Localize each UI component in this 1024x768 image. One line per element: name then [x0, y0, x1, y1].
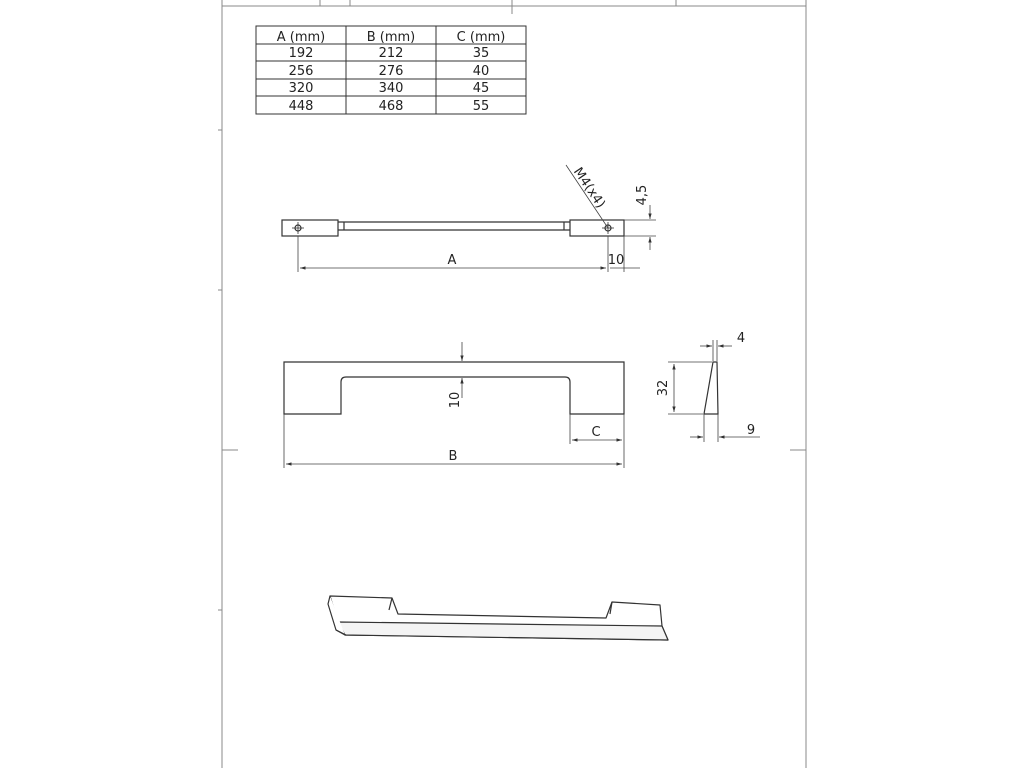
table-header-c: C (mm) [456, 30, 506, 45]
table-cell: 35 [472, 46, 490, 61]
label-side-height: 32 [656, 379, 671, 397]
label-a-dimension: A [447, 253, 457, 268]
top-view [282, 220, 624, 236]
table-cell: 340 [378, 81, 404, 96]
label-side-top-width: 4 [736, 331, 746, 346]
table-cell: 192 [288, 46, 314, 61]
label-b-dimension: B [448, 449, 458, 464]
label-hole-offset: 10 [607, 253, 625, 268]
label-c-dimension: C [591, 425, 601, 440]
table-cell: 256 [288, 64, 314, 79]
thread-note: M4(x4) [569, 164, 608, 212]
label-side-bottom-width: 9 [746, 423, 756, 438]
table-cell: 40 [472, 64, 490, 79]
top-view-dimensions [298, 165, 656, 272]
table-cell: 45 [472, 81, 490, 96]
table-header-b: B (mm) [366, 30, 416, 45]
table-header-a: A (mm) [276, 30, 326, 45]
dimension-table [256, 26, 526, 114]
table-cell: 320 [288, 81, 314, 96]
table-cell: 276 [378, 64, 404, 79]
isometric-view-handle [328, 596, 668, 640]
table-cell: 468 [378, 99, 404, 114]
table-cell: 212 [378, 46, 404, 61]
table-cell: 55 [472, 99, 490, 114]
label-height-top: 4,5 [635, 184, 650, 206]
label-depth: 10 [448, 391, 463, 409]
table-cell: 448 [288, 99, 314, 114]
side-view-profile [704, 362, 718, 414]
